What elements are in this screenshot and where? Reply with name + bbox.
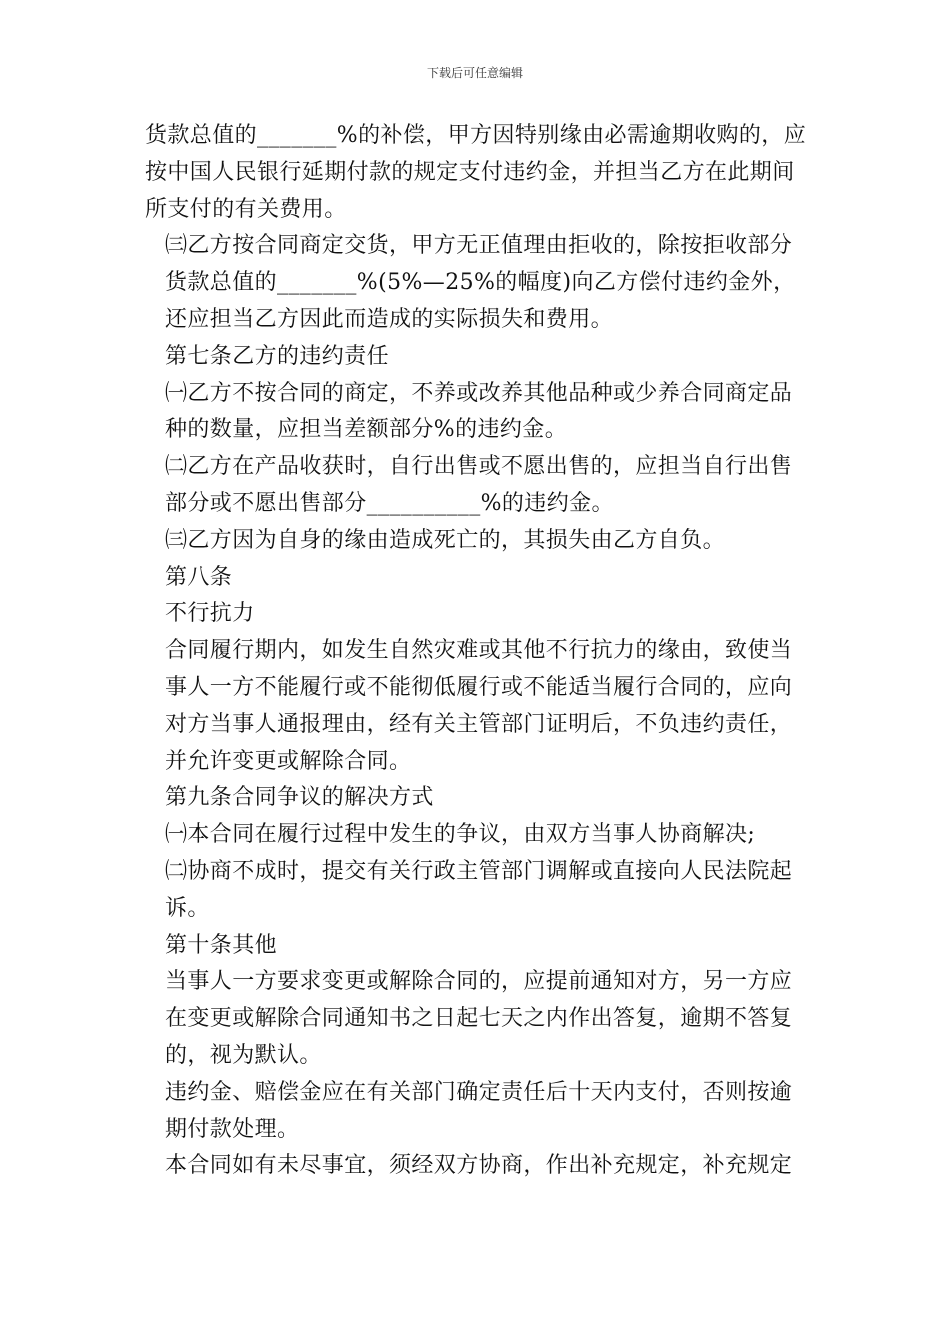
page-header-note: 下载后可任意编辑 xyxy=(426,66,523,80)
section-heading: 第九条合同争议的解决方式 xyxy=(165,785,434,811)
paragraph: ㈠本合同在履行过程中发生的争议，由双方当事人协商解决; xyxy=(165,822,756,848)
document-body xyxy=(145,118,810,1185)
section-heading: 第十条其他 xyxy=(165,932,278,958)
paragraph: ㈡协商不成时，提交有关行政主管部门调解或直接向人民法院起诉。 xyxy=(165,858,793,921)
paragraph: 当事人一方要求变更或解除合同的，应提前通知对方，另一方应在变更或解除合同通知书之日起七天之内作出答复，逾期不答复的，视为默认。 xyxy=(165,969,793,1068)
section-heading: 第八条 xyxy=(165,564,233,590)
section-subheading: 不行抗力 xyxy=(165,601,255,627)
paragraph: ㈡乙方在产品收获时，自行出售或不愿出售的，应担当自行出售部分或不愿出售部分__________%的违约金。 xyxy=(165,454,793,516)
paragraph: 合同履行期内，如发生自然灾难或其他不行抗力的缘由，致使当事人一方不能履行或不能彻低履行或不能适当履行合同的，应向对方当事人通报理由，经有关主管部门证明后，不负违约责任，并允许变更或解除合同。 xyxy=(165,638,793,774)
paragraph: 货款总值的_______%的补偿，甲方因特别缘由必需逾期收购的，应按中国人民银行延期付款的规定支付违约金，并担当乙方在此期间所支付的有关费用。 xyxy=(145,123,807,222)
paragraph: 本合同如有未尽事宜，须经双方协商，作出补充规定，补充规定 xyxy=(165,1153,793,1179)
paragraph: ㈠乙方不按合同的商定，不养或改养其他品种或少养合同商定品种的数量，应担当差额部分%的违约金。 xyxy=(165,380,793,443)
paragraph: ㈢乙方按合同商定交货，甲方无正值理由拒收的，除按拒收部分货款总值的_______%(5%—25%的幅度)向乙方偿付违约金外，还应担当乙方因此而造成的实际损失和费用。 xyxy=(165,233,796,332)
paragraph: 违约金、赔偿金应在有关部门确定责任后十天内支付，否则按逾期付款处理。 xyxy=(165,1079,793,1142)
section-heading: 第七条乙方的违约责任 xyxy=(165,343,390,369)
paragraph: ㈢乙方因为自身的缘由造成死亡的，其损失由乙方自负。 xyxy=(165,527,726,553)
